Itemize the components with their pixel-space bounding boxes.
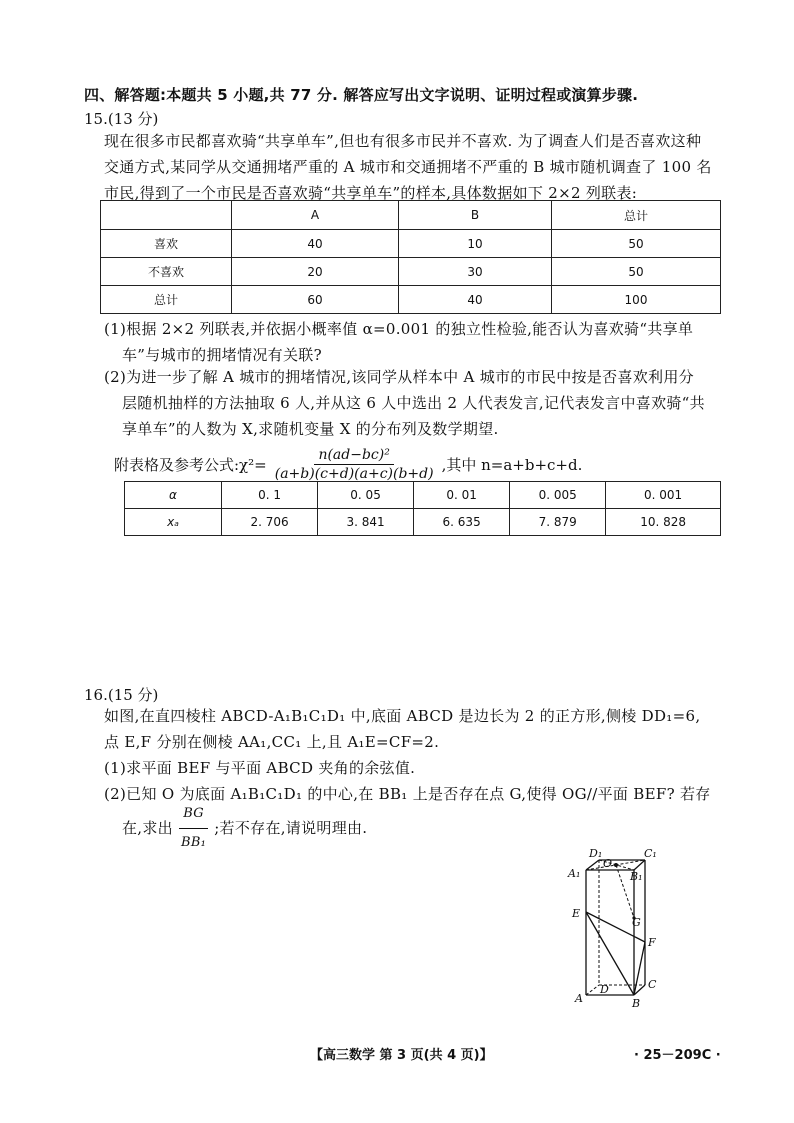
table-cell: 50 [552,230,721,258]
critical-value-table [124,481,721,536]
table-cell: 0. 005 [510,482,606,509]
alpha-label: α [125,482,222,509]
q15-intro-line: 现在很多市民都喜欢骑“共享单车”,但也有很多市民并不喜欢. 为了调查人们是否喜欢这种 [104,132,702,150]
table-cell: 0. 05 [318,482,414,509]
label-a: A [575,992,583,1005]
table-cell: 20 [232,258,399,286]
table-header-cell [101,201,232,230]
label-f: F [648,936,656,949]
fraction-numerator: BG [179,801,208,829]
q16-last-pre: 在,求出 [122,819,173,837]
q16-line: 如图,在直四棱柱 ABCD-A₁B₁C₁D₁ 中,底面 ABCD 是边长为 2 的正方形,侧棱 DD₁=6, [104,707,701,725]
table-cell: 7. 879 [510,509,606,536]
table-header-cell: B [399,201,552,230]
formula-numerator: n(ad−bc)² [314,447,393,465]
table-cell: 3. 841 [318,509,414,536]
q16-header: 16.(15 分) [84,686,159,704]
q15-part1-line: 车”与城市的拥堵情况有关联? [122,346,322,364]
table-row [101,286,721,314]
table-cell: 2. 706 [222,509,318,536]
hidden-edge-ad [586,985,599,995]
q15-part2-line: (2)为进一步了解 A 城市的拥堵情况,该同学从样本中 A 城市的市民中按是否喜欢利用分 [104,368,694,386]
q15-header: 15.(13 分) [84,110,159,128]
table-cell: 0. 01 [414,482,510,509]
x-label: xₐ [125,509,222,536]
table-cell: 50 [552,258,721,286]
q15-intro-line: 交通方式,某同学从交通拥堵严重的 A 城市和交通拥堵不严重的 B 城市随机调查了 100 名 [104,158,712,176]
table-cell: 30 [399,258,552,286]
table-cell: 0. 1 [222,482,318,509]
table-header-cell: 总计 [552,201,721,230]
table-row [101,258,721,286]
table-row [101,230,721,258]
table-cell: 40 [399,286,552,314]
table-cell: 总计 [101,286,232,314]
table-cell: 10. 828 [606,509,721,536]
table-cell: 10 [399,230,552,258]
label-g: G [632,916,641,929]
table-cell: 喜欢 [101,230,232,258]
fraction-denominator: BB₁ [180,834,207,850]
q16-text [104,703,711,807]
table-cell: 不喜欢 [101,258,232,286]
q15-part1 [104,316,693,368]
table-cell: 60 [232,286,399,314]
label-c: C [648,978,657,991]
q16-last-line [122,805,368,850]
section-heading: 四、解答题:本题共 5 小题,共 77 分. 解答应写出文字说明、证明过程或演算步骤. [84,86,639,104]
bg-ratio-fraction [177,801,210,856]
table-row-alpha [125,482,721,509]
prism-figure [560,838,670,1010]
q16-line: (2)已知 O 为底面 A₁B₁C₁D₁ 的中心,在 BB₁ 上是否存在点 G,使得 OG//平面 BEF? 若存 [104,785,711,803]
reference-formula [114,444,582,484]
table-header-row [101,201,721,230]
table-cell: 6. 635 [414,509,510,536]
table-cell: 0. 001 [606,482,721,509]
contingency-table [100,200,721,314]
q15-intro [104,128,712,206]
point-o [614,863,618,867]
table-row-x [125,509,721,536]
q15-intro-line: 市民,得到了一个市民是否喜欢骑“共享单车”的样本,具体数据如下 2×2 列联表: [104,184,638,202]
page-footer-info: 【高三数学 第 3 页(共 4 页)】 [310,1048,493,1063]
label-d: D [600,983,609,996]
exam-code: · 25－209C · [634,1048,721,1063]
table-cell: 40 [232,230,399,258]
formula-prefix: 附表格及参考公式:χ²= [114,455,267,474]
q15-part2-line: 层随机抽样的方法抽取 6 人,并从这 6 人中选出 2 人代表发言,记代表发言中喜欢骑“共 [122,394,705,412]
q15-part1-line: (1)根据 2×2 列联表,并依据小概率值 α=0.001 的独立性检验,能否认为喜欢骑“共享单 [104,320,694,338]
q16-last-post: ;若不存在,请说明理由. [214,819,368,837]
label-d1: D₁ [589,847,603,860]
q15-part2-line: 享单车”的人数为 X,求随机变量 X 的分布列及数学期望. [122,420,499,438]
q16-line: (1)求平面 BEF 与平面 ABCD 夹角的余弦值. [104,759,416,777]
label-b: B [632,997,641,1010]
q16-line: 点 E,F 分别在侧棱 AA₁,CC₁ 上,且 A₁E=CF=2. [104,733,440,751]
q15-part2 [104,364,705,442]
formula-suffix: ,其中 n=a+b+c+d. [441,455,583,474]
label-e: E [572,907,581,920]
chi-square-fraction [271,447,438,482]
table-header-cell: A [232,201,399,230]
label-a1: A₁ [568,867,581,880]
formula-denominator: (a+b)(c+d)(a+c)(b+d) [274,465,434,482]
label-c1: C₁ [644,847,657,860]
table-cell: 100 [552,286,721,314]
label-o: O [603,857,613,870]
label-b1: B₁ [630,870,643,883]
